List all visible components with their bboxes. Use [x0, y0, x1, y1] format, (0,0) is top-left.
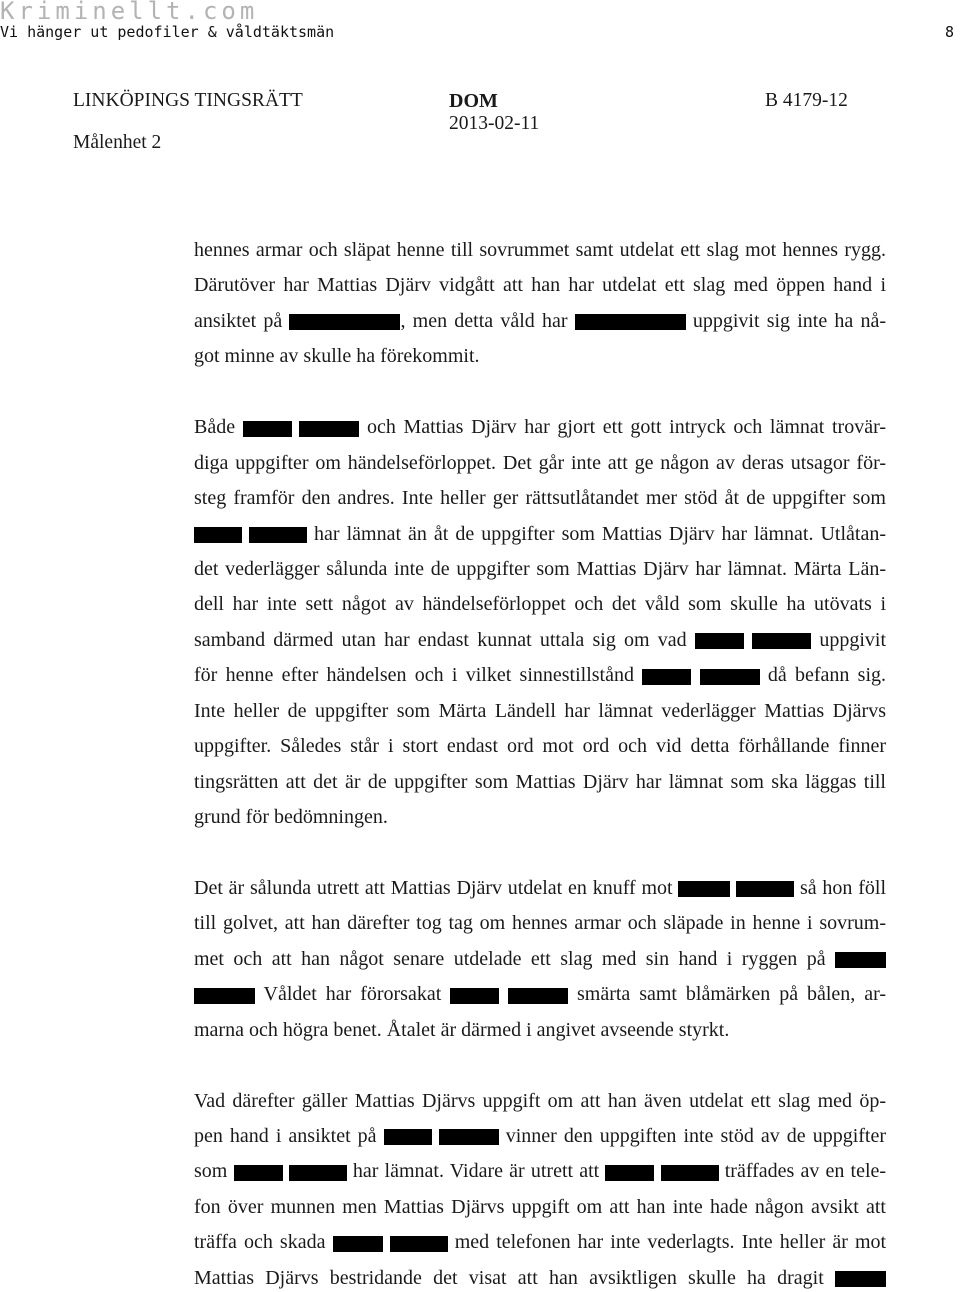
text-segment: diga uppgifter om händelseförloppet. Det går inte att ge någon av deras utsagor för- — [194, 451, 886, 474]
text-segment: Mattias Djärvs bestridande det visat att han avsiktligen skulle ha dragit — [194, 1266, 824, 1289]
body-line — [194, 1194, 886, 1220]
text-segment: got minne av skulle ha förekommit. — [194, 345, 480, 368]
redaction-box — [289, 1165, 347, 1181]
body-line — [194, 1017, 886, 1043]
body-line — [194, 237, 886, 263]
text-segment: samband därmed utan har endast kunnat uttala sig om vad — [194, 628, 687, 651]
redaction-box — [695, 633, 744, 649]
body-line — [194, 804, 886, 830]
text-segment: har lämnat än åt de uppgifter som Mattias Djärv har lämnat. Utlåtan- — [314, 522, 886, 545]
text-segment: uppgivit sig inte ha nå- — [692, 309, 887, 332]
body-line — [194, 343, 886, 369]
body-line — [194, 875, 886, 901]
site-brand[interactable]: Kriminellt.com — [0, 0, 259, 25]
body-line — [194, 556, 886, 582]
redaction-box — [289, 314, 400, 330]
redaction-box — [835, 952, 886, 968]
text-segment: ansiktet på — [194, 309, 283, 332]
redaction-box — [678, 881, 730, 897]
redaction-box — [249, 527, 307, 543]
body-line — [194, 1229, 886, 1255]
text-segment: tingsrätten att det är de uppgifter som Mattias Djärv har lämnat som ska läggas till — [194, 770, 886, 793]
paragraph — [194, 414, 886, 830]
body-line — [194, 698, 886, 724]
text-segment: grund för bedömningen. — [194, 806, 388, 829]
redaction-box — [661, 1165, 719, 1181]
text-segment: uppgifter. Således står i stort endast ord mot ord och vid detta förhållande finner — [194, 735, 886, 758]
text-segment: och Mattias Djärv har gjort ett gott intryck och lämnat trovär- — [366, 416, 886, 439]
text-segment: som — [194, 1160, 228, 1183]
document-body — [194, 237, 886, 1291]
text-segment: uppgivit — [819, 628, 887, 651]
text-segment: met och att han något senare utdelade ett slag med sin hand i ryggen på — [194, 947, 826, 970]
text-segment: träffades av en tele- — [724, 1160, 887, 1183]
redaction-box — [333, 1236, 383, 1252]
body-line — [194, 1265, 886, 1291]
body-line — [194, 1123, 886, 1149]
body-line — [194, 485, 886, 511]
paragraph — [194, 875, 886, 1043]
paragraph — [194, 237, 886, 369]
redaction-box — [835, 1271, 886, 1287]
text-segment: fon över munnen men Mattias Djärvs uppgift om att han inte hade någon avsikt att — [194, 1195, 886, 1218]
redaction-box — [243, 421, 292, 437]
text-segment: Det är sålunda utrett att Mattias Djärv utdelat en knuff mot — [194, 876, 673, 899]
site-tagline: Vi hänger ut pedofiler & våldtäktsmän — [0, 23, 335, 41]
redaction-box — [642, 669, 691, 685]
body-line — [194, 1158, 886, 1184]
body-line — [194, 414, 886, 440]
court-name: LINKÖPINGS TINGSRÄTT — [73, 90, 303, 111]
redaction-box — [575, 314, 686, 330]
redaction-box — [299, 421, 359, 437]
document-type: DOM — [449, 90, 498, 112]
redaction-box — [390, 1236, 448, 1252]
redaction-box — [736, 881, 794, 897]
text-segment: , men detta våld har — [400, 309, 568, 332]
case-number: B 4179-12 — [765, 90, 848, 111]
text-segment: Våldet har förorsakat — [263, 983, 442, 1006]
body-line — [194, 946, 886, 972]
body-line — [194, 769, 886, 795]
text-segment: så hon föll — [799, 876, 886, 899]
body-line — [194, 591, 886, 617]
body-line — [194, 733, 886, 759]
court-unit: Målenhet 2 — [73, 132, 162, 153]
body-line — [194, 450, 886, 476]
redaction-box — [384, 1129, 432, 1145]
redaction-box — [439, 1129, 499, 1145]
body-line — [194, 910, 886, 936]
text-segment: då befann sig. — [767, 664, 887, 687]
text-segment: pen hand i ansiktet på — [194, 1124, 377, 1147]
text-segment: till golvet, att han därefter tog tag om hennes armar och släpade in henne i sovrum- — [194, 912, 886, 935]
text-segment: marna och högra benet. Åtalet är därmed i angivet avseende styrkt. — [194, 1018, 730, 1041]
text-segment: har lämnat. Vidare är utrett att — [352, 1160, 600, 1183]
body-line — [194, 308, 886, 334]
redaction-box — [752, 633, 811, 649]
redaction-box — [450, 988, 499, 1004]
body-line — [194, 662, 886, 688]
text-segment: hennes armar och släpat henne till sovrummet samt utdelat ett slag mot hennes rygg. — [194, 239, 886, 261]
redaction-box — [700, 669, 760, 685]
page-number: 8 — [945, 23, 955, 41]
text-segment: det vederlägger sålunda inte de uppgifter som Mattias Djärv har lämnat. Märta Län- — [194, 557, 886, 580]
body-line — [194, 981, 886, 1007]
redaction-box — [508, 988, 568, 1004]
text-segment: Vad därefter gäller Mattias Djärvs uppgift om att han även utdelat ett slag med öp- — [194, 1089, 886, 1112]
body-line — [194, 627, 886, 653]
paragraph — [194, 1088, 886, 1291]
body-line — [194, 521, 886, 547]
document-date: 2013-02-11 — [449, 113, 540, 134]
body-line — [194, 272, 886, 298]
text-segment: Därutöver har Mattias Djärv vidgått att han har utdelat ett slag med öppen hand i — [194, 274, 886, 297]
redaction-box — [194, 527, 242, 543]
text-segment: för henne efter händelsen och i vilket sinnestillstånd — [194, 664, 634, 687]
text-segment: med telefonen har inte vederlagts. Inte heller är mot — [454, 1231, 887, 1254]
text-segment: dell har inte sett något av händelseförloppet och det våld som skulle ha utövats i — [194, 593, 886, 616]
redaction-box — [234, 1165, 283, 1181]
redaction-box — [605, 1165, 654, 1181]
text-segment: steg framför den andres. Inte heller ger rättsutlåtandet mer stöd åt de uppgifter som — [194, 487, 886, 510]
text-segment: träffa och skada — [194, 1231, 326, 1254]
redaction-box — [194, 988, 255, 1004]
text-segment: vinner den uppgiften inte stöd av de uppgifter — [505, 1124, 887, 1147]
text-segment: Både — [194, 416, 236, 439]
body-line — [194, 1088, 886, 1114]
text-segment: smärta samt blåmärken på bålen, ar- — [577, 983, 886, 1006]
text-segment: Inte heller de uppgifter som Märta Ländell har lämnat vederlägger Mattias Djärvs — [194, 699, 886, 722]
